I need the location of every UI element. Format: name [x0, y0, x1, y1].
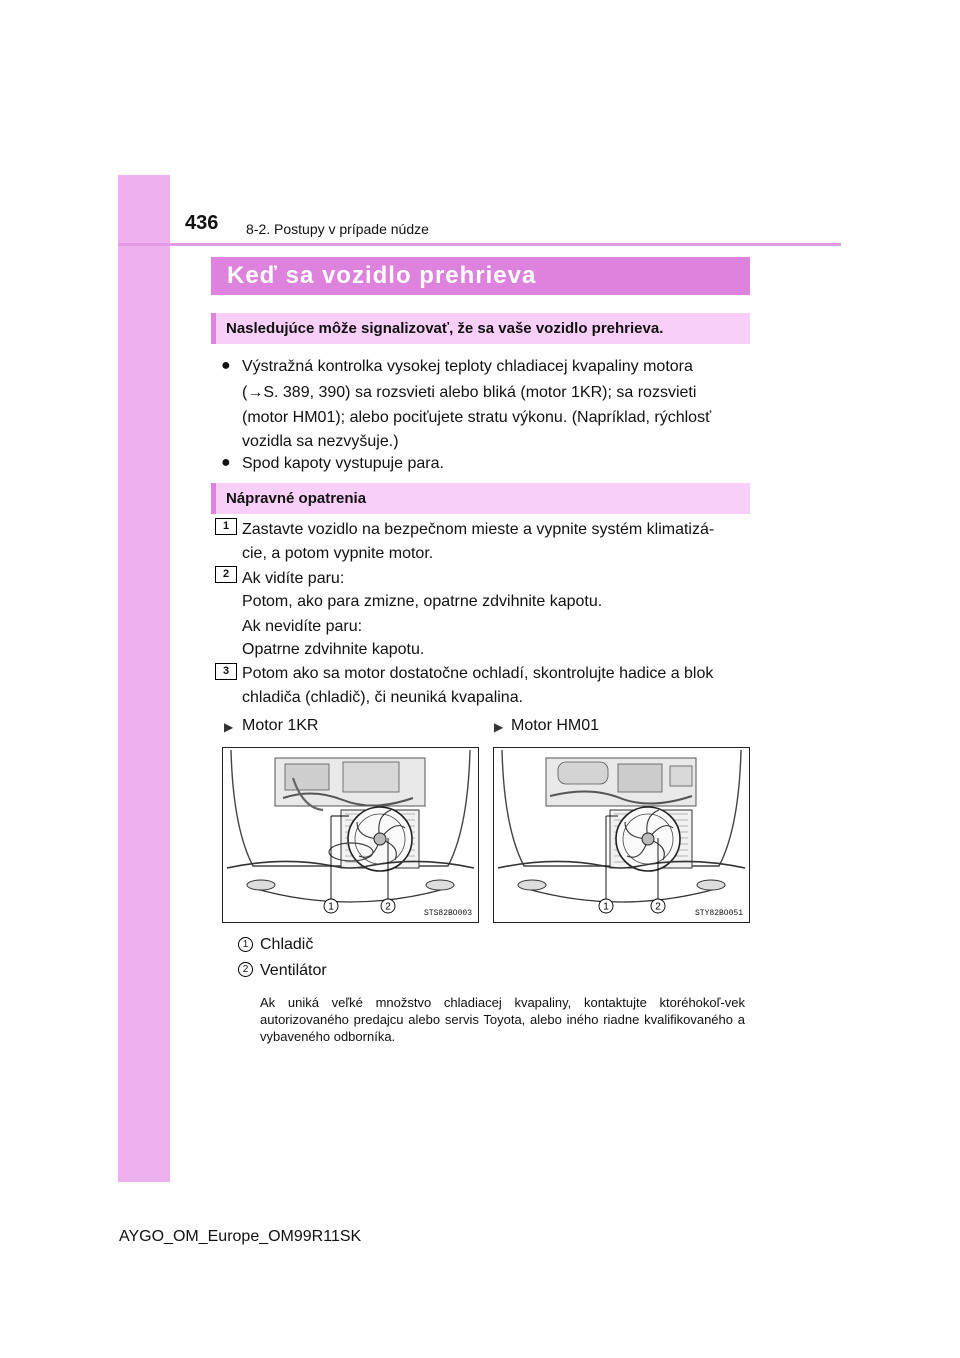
title-bar: [211, 257, 750, 295]
step-3-number: 3: [215, 663, 237, 680]
section-label: 8-2. Postupy v prípade núdze: [246, 221, 429, 237]
step-2-line-1: Ak vidíte paru:: [242, 570, 345, 587]
figure-1-code: STS82BO003: [423, 909, 472, 918]
step-1-line-1: Zastavte vozidlo na bezpečnom mieste a vypnite systém klimatizá-: [242, 521, 715, 538]
figure-2-label: Motor HM01: [511, 717, 600, 734]
step-1-number: 1: [215, 518, 237, 535]
bullet-icon: ●: [221, 357, 231, 374]
step-3-line-2: chladiča (chladič), či neuniká kvapalina.: [242, 689, 524, 706]
callout-1: 1: [603, 901, 609, 913]
symptom-item-1-line-1: Výstražná kontrolka vysokej teploty chladiacej kvapaliny motora: [242, 358, 693, 375]
step-1-line-2: cie, a potom vypnite motor.: [242, 545, 434, 562]
symptoms-heading: Nasledujúce môže signalizovať, že sa vaše vozidlo prehrieva.: [226, 320, 664, 337]
callout-2: 2: [385, 901, 391, 913]
bullet-icon: ●: [221, 454, 231, 471]
engine-1kr-illustration: [222, 747, 479, 923]
step-2-number: 2: [215, 566, 237, 583]
page-title: Keď sa vozidlo prehrieva: [227, 262, 537, 289]
symptom-item-1-line-3: (motor HM01); alebo pociťujete stratu výkonu. (Napríklad, rýchlosť: [242, 409, 712, 426]
symptoms-heading-bar: [211, 313, 750, 344]
callout-1: 1: [328, 901, 334, 913]
step-2-extra-line-2: Opatrne zdvihnite kapotu.: [242, 641, 425, 658]
engine-bay-drawing: [223, 748, 478, 922]
legend-1-text: Chladič: [260, 936, 314, 953]
remedy-heading-bar: [211, 483, 750, 514]
remedy-heading: Nápravné opatrenia: [226, 490, 367, 507]
triangle-pointer-icon: ▶: [224, 720, 234, 734]
symptom-item-1-line-2: (→S. 389, 390) sa rozsvieti alebo bliká (motor 1KR); sa rozsvieti: [242, 384, 697, 401]
step-2-extra-line-1: Ak nevidíte paru:: [242, 618, 363, 635]
coolant-leak-note: Ak uniká veľké množstvo chladiacej kvapaliny, kontaktujte ktoréhokoľ-vek autorizovaného predajcu alebo servis Toyota, alebo iného riadne kvalifikovaného a vybaveného odborníka.: [260, 995, 745, 1044]
step-2-line-2: Potom, ako para zmizne, opatrne zdvihnite kapotu.: [242, 593, 603, 610]
symptom-item-1-line-4: vozidla sa nezvyšuje.): [242, 433, 399, 450]
figure-2-code: STY82BO051: [694, 909, 743, 918]
header-rule: [118, 243, 841, 246]
chapter-side-tab: [118, 175, 170, 1182]
figure-1-label: Motor 1KR: [242, 717, 319, 734]
footer-document-id: AYGO_OM_Europe_OM99R11SK: [119, 1228, 362, 1245]
legend-2-text: Ventilátor: [260, 962, 327, 979]
legend-1-number: 1: [238, 937, 253, 952]
page-number: 436: [185, 212, 219, 234]
engine-bay-drawing: [494, 748, 749, 922]
callout-2: 2: [655, 901, 661, 913]
legend-2-number: 2: [238, 962, 253, 977]
engine-hm01-illustration: [493, 747, 750, 923]
triangle-pointer-icon: ▶: [494, 720, 504, 734]
symptom-item-2: Spod kapoty vystupuje para.: [242, 455, 444, 472]
step-3-line-1: Potom ako sa motor dostatočne ochladí, skontrolujte hadice a blok: [242, 665, 714, 682]
